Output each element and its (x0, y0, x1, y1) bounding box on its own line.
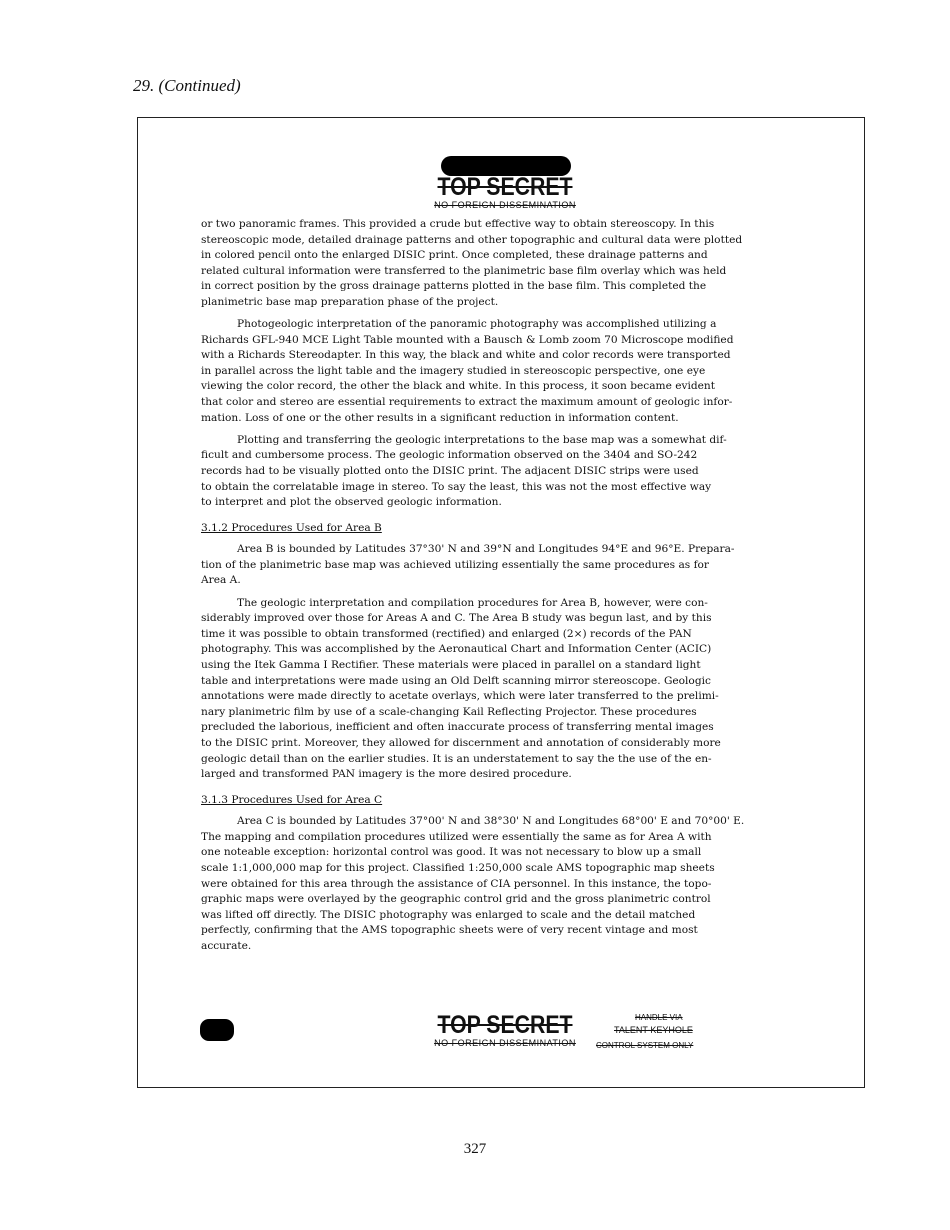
text-line: annotations were made directly to acetate overlays, which were later transferred to the prelimi- (201, 690, 719, 703)
bottom-classification (400, 1012, 610, 1048)
paragraph (201, 542, 801, 589)
paragraph (201, 433, 801, 511)
redaction-mark (200, 1019, 234, 1041)
text-line: larged and transformed PAN imagery is the more desired procedure. (201, 768, 572, 781)
section-heading: 3.1.2 Procedures Used for Area B (201, 521, 382, 534)
text-line: ficult and cumbersome process. The geologic information observed on the 3404 and SO-242 (201, 449, 698, 462)
paragraph (201, 814, 801, 954)
text-line: mation. Loss of one or the other results in a significant reduction in information content. (201, 411, 679, 424)
text-line: graphic maps were overlayed by the geographic control grid and the gross planimetric control (201, 893, 711, 906)
text-line: were obtained for this area through the assistance of CIA personnel. In this instance, the topo- (201, 877, 712, 890)
text-line: planimetric base map preparation phase of the project. (201, 295, 499, 308)
text-line: Area A. (201, 574, 241, 587)
text-line: was lifted off directly. The DISIC photography was enlarged to scale and the detail matched (201, 908, 696, 921)
text-line: time it was possible to obtain transformed (rectified) and enlarged (2×) records of the PAN (201, 627, 692, 640)
text-line: precluded the laborious, inefficient and often inaccurate process of transferring mental images (201, 721, 714, 734)
top-classification (400, 174, 610, 210)
control-line-3: CONTROL SYSTEM ONLY (596, 1041, 694, 1050)
text-line: to interpret and plot the observed geologic information. (201, 496, 502, 509)
text-line: The geologic interpretation and compilation procedures for Area B, however, were con- (237, 596, 708, 609)
text-line: in colored pencil onto the enlarged DISIC print. Once completed, these drainage patterns and (201, 249, 708, 262)
text-line: viewing the color record, the other the black and white. In this process, it soon became evident (201, 380, 715, 393)
text-line: that color and stereo are essential requirements to extract the maximum amount of geologic infor- (201, 396, 733, 409)
text-line: with a Richards Stereodapter. In this way, the black and white and color records were transported (201, 349, 731, 362)
paragraph (201, 317, 801, 426)
page-header: 29. (Continued) (133, 76, 241, 95)
classification-top-secret: TOP SECRET (437, 173, 573, 201)
paragraph (201, 596, 801, 783)
text-line: Area B is bounded by Latitudes 37°30' N and 39°N and Longitudes 94°E and 96°E. Prepara- (237, 543, 735, 556)
text-line: The mapping and compilation procedures utilized were essentially the same as for Area A with (201, 830, 712, 843)
control-line-2: TALENT-KEYHOLE (614, 1025, 693, 1035)
text-line: to obtain the correlatable image in stereo. To say the least, this was not the most effective way (201, 480, 712, 493)
text-line: siderably improved over those for Areas A and C. The Area B study was begun last, and by this (201, 612, 712, 625)
text-line: photography. This was accomplished by the Aeronautical Chart and Information Center (ACIC) (201, 643, 712, 656)
text-line: perfectly, confirming that the AMS topographic sheets were of very recent vintage and most (201, 924, 698, 937)
text-line: table and interpretations were made using an Old Delft scanning mirror stereoscope. Geologic (201, 674, 711, 687)
paragraph (201, 217, 801, 311)
text-line: records had to be visually plotted onto the DISIC print. The adjacent DISIC strips were used (201, 464, 699, 477)
text-line: scale 1:1,000,000 map for this project. Classified 1:250,000 scale AMS topographic map sheets (201, 862, 715, 875)
section-heading: 3.1.3 Procedures Used for Area C (201, 793, 383, 806)
text-line: Area C is bounded by Latitudes 37°00' N and 38°30' N and Longitudes 68°00' E and 70°00' E. (237, 815, 745, 828)
control-line-1: HANDLE VIA (635, 1013, 683, 1022)
text-line: to the DISIC print. Moreover, they allowed for discernment and annotation of considerably more (201, 736, 721, 749)
text-line: Plotting and transferring the geologic interpretations to the base map was a somewhat dif- (237, 433, 727, 446)
text-line: or two panoramic frames. This provided a crude but effective way to obtain stereoscopy. In this (201, 218, 715, 230)
text-line: Richards GFL-940 MCE Light Table mounted with a Bausch & Lomb zoom 70 Microscope modified (201, 333, 734, 346)
text-line: nary planimetric film by use of a scale-changing Kail Reflecting Projector. These procedures (201, 705, 697, 718)
classification-no-foreign: NO FOREIGN DISSEMINATION (434, 200, 576, 210)
text-line: related cultural information were transferred to the planimetric base film overlay which was held (201, 264, 727, 277)
classification-top-secret: TOP SECRET (437, 1011, 573, 1039)
text-line: using the Itek Gamma I Rectifier. These materials were placed in parallel on a standard light (201, 658, 701, 671)
page-number: 327 (463, 1141, 487, 1157)
classification-no-foreign: NO FOREIGN DISSEMINATION (434, 1038, 576, 1048)
text-line: accurate. (201, 940, 252, 953)
text-line: tion of the planimetric base map was achieved utilizing essentially the same procedures as for (201, 558, 709, 571)
text-line: in parallel across the light table and the imagery studied in stereoscopic perspective, one eye (201, 364, 706, 377)
text-line: stereoscopic mode, detailed drainage patterns and other topographic and cultural data were plotted (201, 233, 743, 246)
text-line: in correct position by the gross drainage patterns plotted in the base film. This completed the (201, 280, 707, 293)
text-line: Photogeologic interpretation of the panoramic photography was accomplished utilizing a (237, 318, 717, 331)
text-line: one noteable exception: horizontal control was good. It was not necessary to blow up a small (201, 846, 702, 859)
document-body (201, 217, 801, 955)
text-line: geologic detail than on the earlier studies. It is an understatement to say the the use of the en- (201, 752, 712, 765)
